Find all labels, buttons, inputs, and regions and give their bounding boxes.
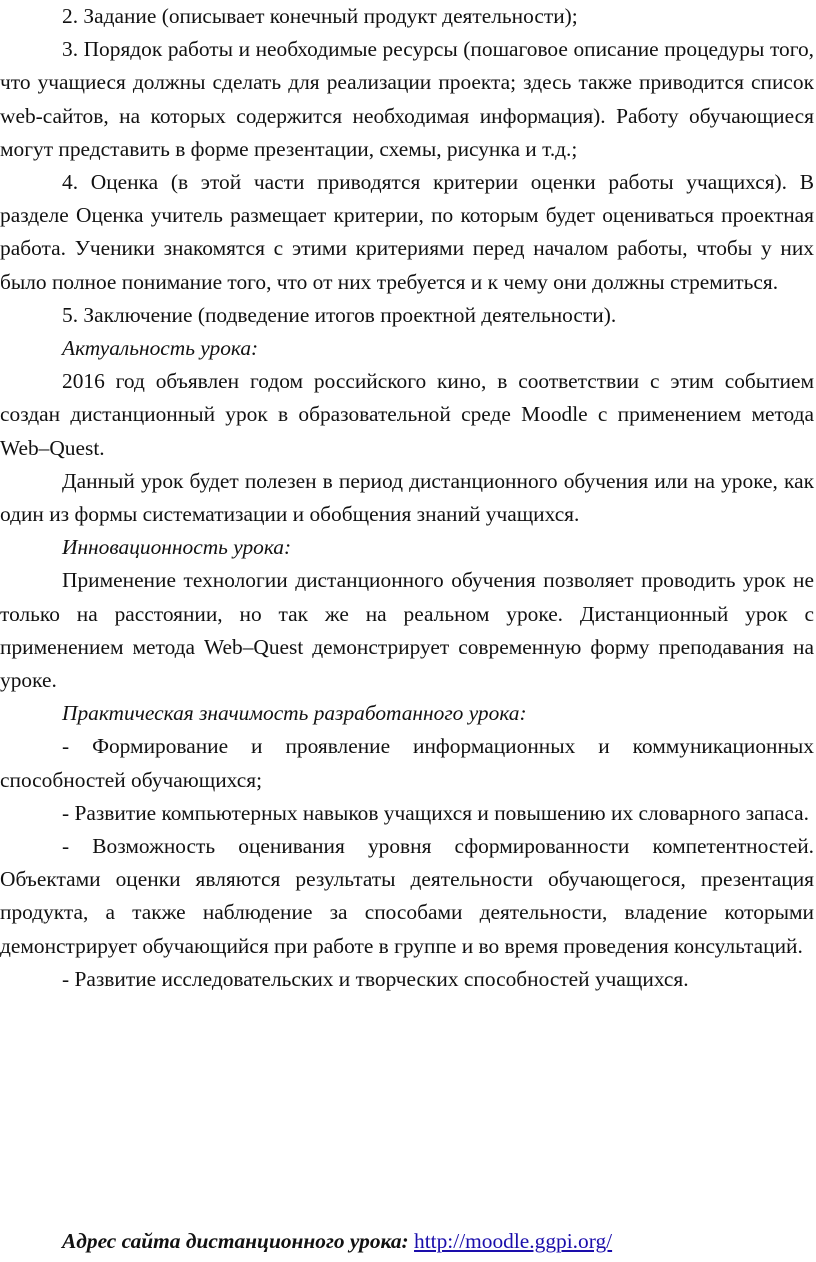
list-item-assessment-possibility: - Возможность оценивания уровня сформированности компетентностей. Объектами оценки являются результаты деятельности обучающегося, презентация продукта, а также наблюдение за способами деятельности, владение которыми демонстрирует обучающийся при работе в группе и во время проведения консультаций. <box>0 834 814 958</box>
heading-innovation: Инновационность урока: <box>62 535 292 560</box>
heading-practical-significance: Практическая значимость разработанного урока: <box>62 701 527 726</box>
list-item-computer-skills: - Развитие компьютерных навыков учащихся и повышению их словарного запаса. <box>62 800 809 825</box>
heading-relevance: Актуальность урока: <box>62 336 259 361</box>
moodle-site-link[interactable]: http://moodle.ggpi.org/ <box>414 1229 613 1253</box>
footer-label: Адрес сайта дистанционного урока: <box>62 1229 409 1253</box>
paragraph-conclusion: 5. Заключение (подведение итогов проектной деятельности). <box>62 302 617 327</box>
paragraph-assessment: 4. Оценка (в этой части приводятся критерии оценки работы учащихся). В разделе Оценка учитель размещает критерии, по которым будет оцениваться проектная работа. Ученики знакомятся с этими критериями перед началом работы, чтобы у них было полное понимание того, что от них требуется и к чему они должны стремиться. <box>0 170 814 294</box>
list-item-formation: - Формирование и проявление информационных и коммуникационных способностей обучающихся; <box>0 734 814 792</box>
footer-site-address <box>62 1225 612 1258</box>
paragraph-relevance-1: 2016 год объявлен годом российского кино, в соответствии с этим событием создан дистанционный урок в образовательной среде Moodle с применением метода Web–Quest. <box>0 369 814 460</box>
paragraph-work-order: 3. Порядок работы и необходимые ресурсы (пошаговое описание процедуры того, что учащиеся должны сделать для реализации проекта; здесь также приводится список web-сайтов, на которых содержится необходимая информация). Работу обучающиеся могут представить в форме презентации, схемы, рисунка и т.д.; <box>0 37 814 161</box>
list-item-research-abilities: - Развитие исследовательских и творческих способностей учащихся. <box>62 966 689 991</box>
paragraph-innovation: Применение технологии дистанционного обучения позволяет проводить урок не только на расстоянии, но так же на реальном уроке. Дистанционный урок с применением метода Web–Quest демонстрирует современную форму преподавания на уроке. <box>0 568 814 693</box>
paragraph-relevance-2: Данный урок будет полезен в период дистанционного обучения или на уроке, как один из формы систематизации и обобщения знаний учащихся. <box>0 468 814 527</box>
paragraph-task: 2. Задание (описывает конечный продукт деятельности); <box>62 4 578 28</box>
